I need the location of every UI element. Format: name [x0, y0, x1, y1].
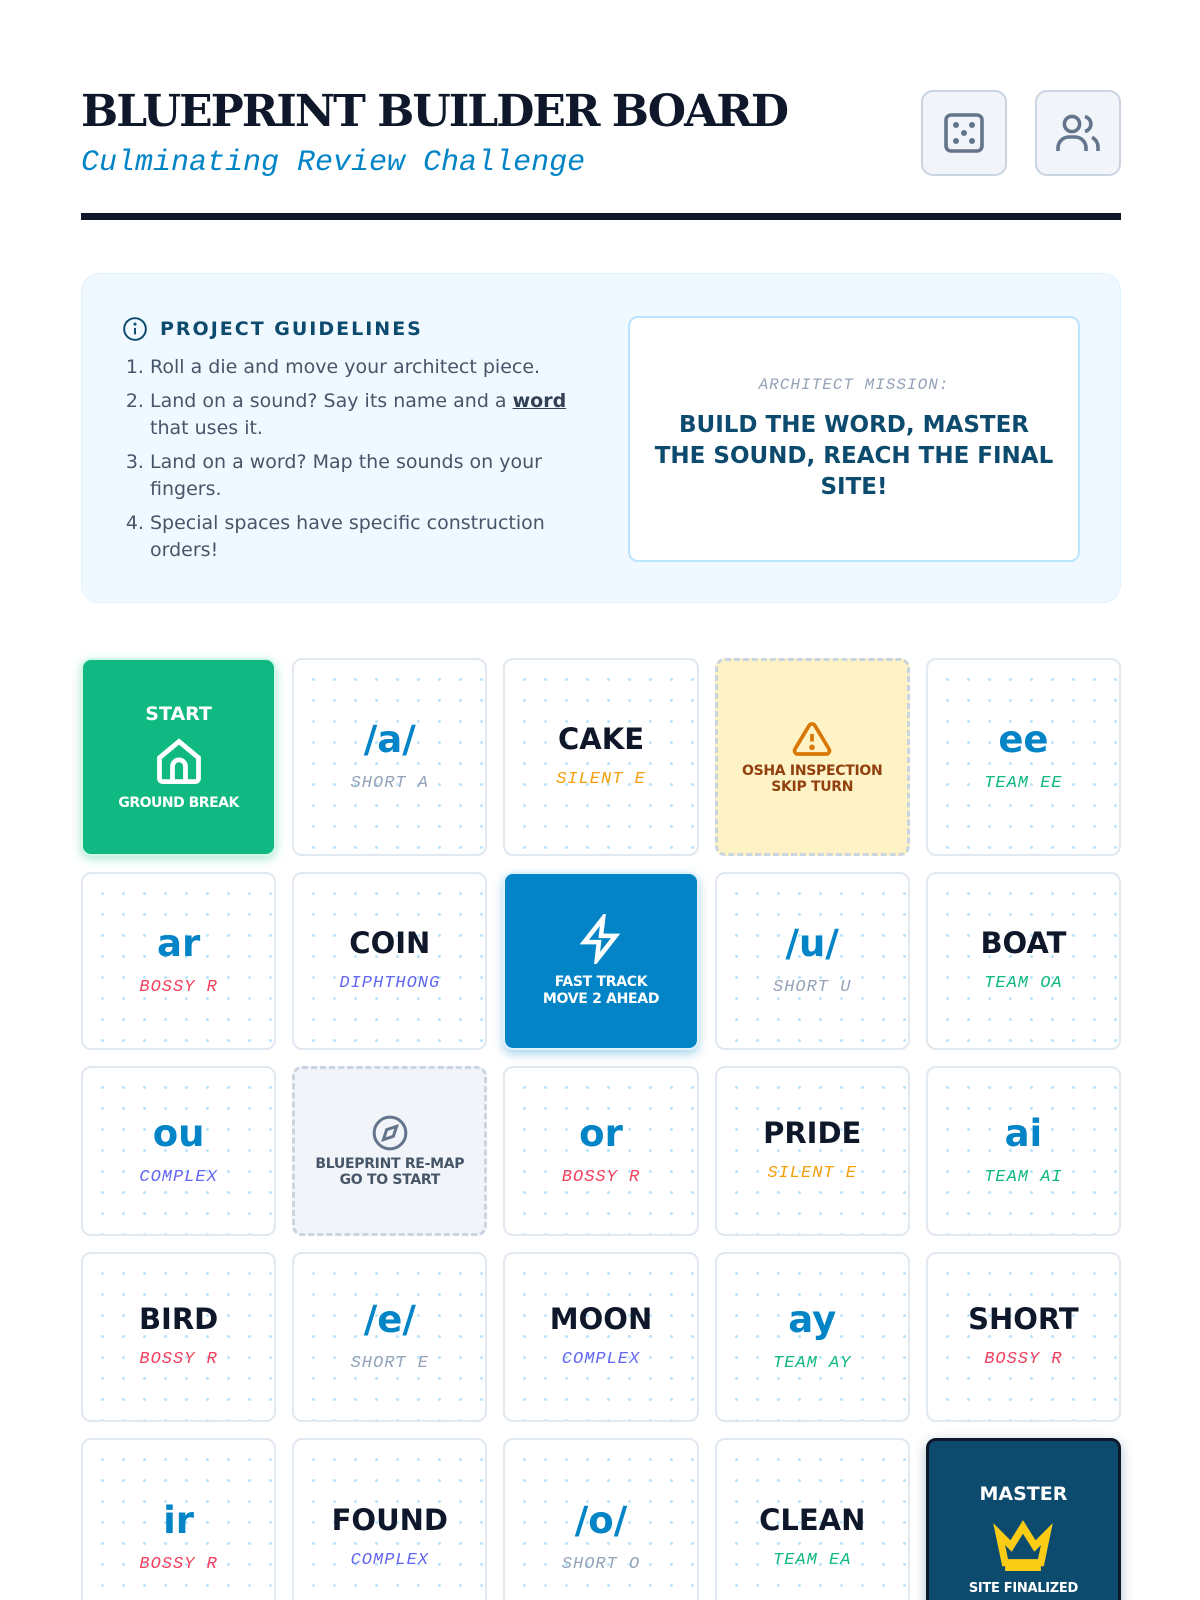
tile-word: BIRD: [138, 1302, 219, 1336]
fast-track-title: FAST TRACK: [554, 974, 648, 990]
tile-sound: ai: [1004, 1112, 1043, 1155]
osha-title: OSHA INSPECTION: [742, 763, 883, 779]
tile-sound: ar: [156, 922, 201, 965]
board-tile-short[interactable]: [926, 1252, 1121, 1422]
master-caption: SITE FINALIZED: [968, 1581, 1078, 1596]
guidelines-header: [122, 314, 572, 344]
tile-category: BOSSY R: [139, 1350, 218, 1369]
board-tile-ai[interactable]: [926, 1066, 1121, 1236]
tile-category: SHORT U: [773, 978, 852, 997]
board-tile-ay[interactable]: [715, 1252, 910, 1422]
board-tile-ir[interactable]: [81, 1438, 276, 1600]
board-tile-clean[interactable]: [715, 1438, 910, 1600]
fast-track-label: [543, 974, 659, 1008]
tile-category: TEAM EE: [984, 774, 1063, 793]
tile-category: TEAM EA: [773, 1551, 852, 1570]
architect-mission-card: [628, 316, 1080, 562]
page-subtitle: Culminating Review Challenge: [81, 146, 586, 180]
tile-word: MOON: [549, 1302, 653, 1336]
tile-sound: /u/: [785, 922, 839, 965]
master-label: MASTER: [979, 1483, 1068, 1505]
info-icon: [122, 316, 148, 342]
tile-sound: ee: [998, 718, 1049, 761]
board-tile-cake[interactable]: [503, 658, 698, 856]
guidelines-list: [122, 354, 572, 564]
board-tile-short-a[interactable]: [292, 658, 487, 856]
tile-word: BOAT: [980, 926, 1067, 960]
guideline-item: [150, 388, 572, 442]
remap-action: GO TO START: [339, 1172, 440, 1188]
osha-action: SKIP TURN: [771, 779, 854, 795]
tile-category: BOSSY R: [561, 1168, 641, 1187]
tile-category: SHORT O: [561, 1555, 641, 1574]
start-tile[interactable]: [81, 658, 276, 856]
tile-word: CAKE: [558, 722, 645, 756]
osha-label: [742, 763, 882, 795]
osha-inspection-tile[interactable]: [715, 658, 910, 856]
board-tile-short-o[interactable]: [503, 1438, 698, 1600]
board-tile-ee[interactable]: [926, 658, 1121, 856]
compass-icon: [371, 1114, 409, 1152]
tile-category: COMPLEX: [350, 1551, 430, 1570]
fast-track-tile[interactable]: [503, 872, 698, 1050]
tile-word: PRIDE: [763, 1116, 862, 1150]
board-tile-short-u[interactable]: [715, 872, 910, 1050]
mission-text: BUILD THE WORD, MASTER THE SOUND, REACH THE FINAL SITE!: [654, 411, 1054, 500]
roll-dice-button[interactable]: [921, 90, 1007, 176]
page-title: BLUEPRINT BUILDER BOARD: [81, 86, 787, 137]
board-row: [81, 1066, 1121, 1236]
board-tile-found[interactable]: [292, 1438, 487, 1600]
start-label: START: [145, 703, 212, 725]
board-tile-or[interactable]: [503, 1066, 698, 1236]
guideline-item: 4. Special spaces have specific construction orders!: [150, 510, 572, 564]
remap-label: [315, 1156, 464, 1188]
tile-category: COMPLEX: [561, 1350, 641, 1369]
game-board: [81, 658, 1121, 1600]
tile-category: BOSSY R: [139, 978, 218, 997]
tile-category: SHORT A: [350, 774, 430, 793]
guideline-text: Land on a sound? Say its name and a: [150, 390, 513, 412]
tile-category: DIPHTHONG: [339, 974, 441, 993]
tile-category: BOSSY R: [139, 1555, 218, 1574]
mission-label: ARCHITECT MISSION:: [758, 375, 950, 394]
tile-word: COIN: [349, 926, 431, 960]
board-row: [81, 1252, 1121, 1422]
warning-icon: [792, 719, 832, 759]
remap-title: BLUEPRINT RE-MAP: [315, 1156, 465, 1172]
board-tile-boat[interactable]: [926, 872, 1121, 1050]
board-tile-short-e[interactable]: [292, 1252, 487, 1422]
tile-category: BOSSY R: [984, 1350, 1063, 1369]
tile-category: TEAM OA: [984, 974, 1063, 993]
fast-track-action: MOVE 2 AHEAD: [542, 991, 660, 1007]
guidelines-title: PROJECT GUIDELINES: [160, 318, 423, 340]
guideline-item: 3. Land on a word? Map the sounds on your fingers.: [150, 449, 572, 503]
board-row: [81, 658, 1121, 856]
master-finish-tile[interactable]: [926, 1438, 1121, 1600]
crown-icon: [992, 1519, 1054, 1573]
tile-sound: ay: [788, 1298, 837, 1341]
guideline-keyword: word: [512, 390, 567, 412]
guideline-text: that uses it.: [150, 417, 263, 439]
board-tile-ar[interactable]: [81, 872, 276, 1050]
tile-sound: ou: [152, 1112, 205, 1155]
board-tile-bird[interactable]: [81, 1252, 276, 1422]
board-tile-coin[interactable]: [292, 872, 487, 1050]
tile-category: TEAM AI: [984, 1168, 1063, 1187]
lightning-icon: [576, 914, 626, 964]
guidelines-panel: [81, 273, 1121, 603]
board-tile-pride[interactable]: [715, 1066, 910, 1236]
tile-category: TEAM AY: [773, 1354, 852, 1373]
tile-sound: or: [579, 1112, 623, 1155]
tile-word: FOUND: [331, 1503, 448, 1537]
board-tile-moon[interactable]: [503, 1252, 698, 1422]
tile-category: SHORT E: [350, 1354, 430, 1373]
guideline-item: 1. Roll a die and move your architect piece.: [150, 354, 572, 381]
home-icon: [153, 735, 205, 787]
blueprint-remap-tile[interactable]: [292, 1066, 487, 1236]
board-row: [81, 1438, 1121, 1600]
users-icon: [1054, 109, 1102, 157]
tile-word: CLEAN: [759, 1503, 866, 1537]
tile-category: COMPLEX: [139, 1168, 218, 1187]
page-header: [81, 86, 1121, 221]
dice-icon: [940, 109, 988, 157]
board-row: [81, 872, 1121, 1050]
project-guidelines: [122, 314, 572, 571]
tile-sound: /a/: [363, 718, 416, 761]
tile-word: SHORT: [968, 1302, 1079, 1336]
start-caption: GROUND BREAK: [118, 795, 239, 811]
tile-sound: /e/: [363, 1298, 416, 1341]
header-actions: [921, 90, 1121, 176]
tile-category: SILENT E: [556, 770, 646, 789]
tile-category: SILENT E: [767, 1164, 858, 1183]
tile-sound: /o/: [574, 1499, 628, 1542]
tile-sound: ir: [163, 1499, 195, 1542]
players-button[interactable]: [1035, 90, 1121, 176]
header-divider: [81, 213, 1121, 220]
board-tile-ou[interactable]: [81, 1066, 276, 1236]
